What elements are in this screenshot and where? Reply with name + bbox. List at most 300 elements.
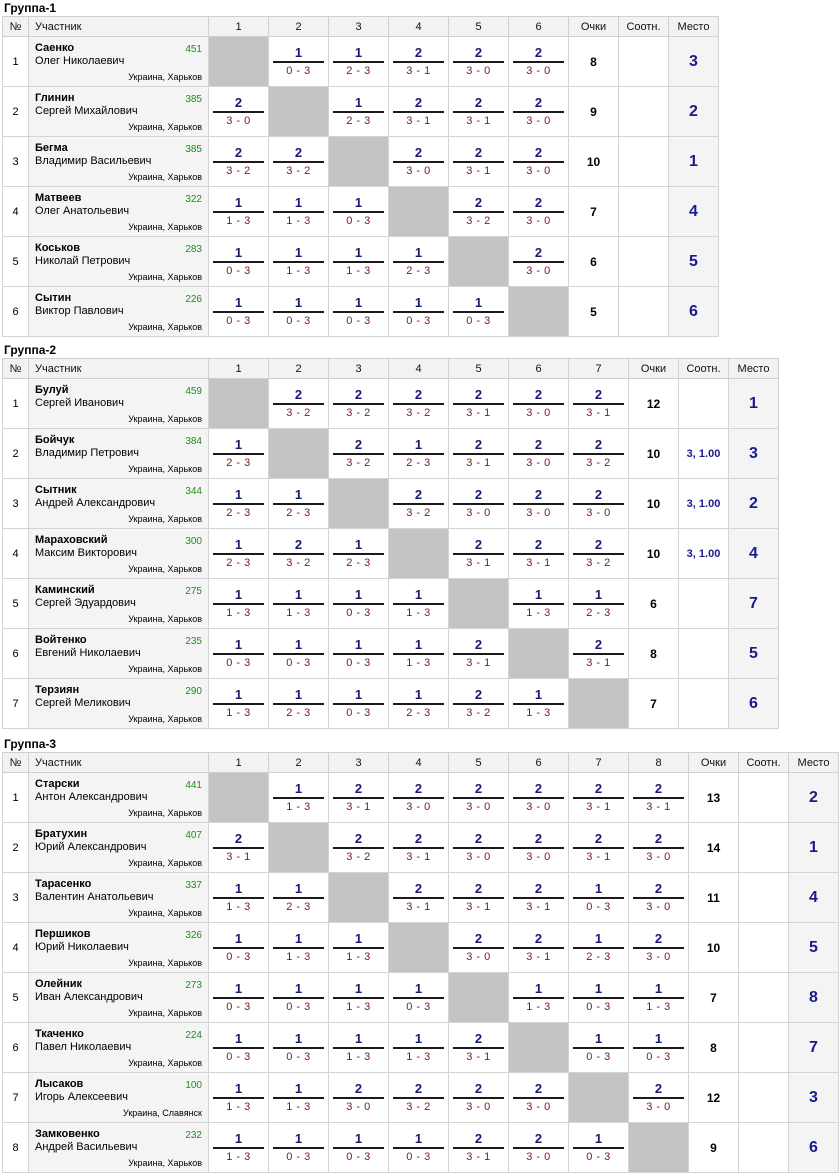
player-fullname: Сергей Иванович	[35, 397, 124, 409]
match-result-cell[interactable]	[209, 629, 269, 679]
match-result-cell[interactable]	[629, 823, 689, 873]
match-result-cell[interactable]	[509, 379, 569, 429]
match-result-cell[interactable]	[209, 679, 269, 729]
header-points[interactable]: Очки	[689, 753, 739, 773]
header-opponent-number[interactable]: 8	[629, 753, 689, 773]
header-no[interactable]: №	[3, 17, 29, 37]
player-cell[interactable]	[29, 973, 209, 1023]
score-divider	[213, 553, 264, 555]
match-result-cell[interactable]	[449, 873, 509, 923]
score-divider	[213, 997, 264, 999]
player-cell[interactable]	[29, 87, 209, 137]
match-points: 1	[234, 881, 243, 896]
match-score: 3 - 2	[286, 557, 311, 569]
match-result-cell[interactable]	[209, 1023, 269, 1073]
match-result-cell[interactable]	[389, 823, 449, 873]
match-result-cell[interactable]	[389, 873, 449, 923]
match-result-cell[interactable]	[329, 773, 389, 823]
match-result-cell[interactable]	[389, 773, 449, 823]
match-result-cell[interactable]	[389, 973, 449, 1023]
match-result-cell[interactable]	[569, 1023, 629, 1073]
match-points: 1	[414, 1031, 423, 1046]
match-result-cell[interactable]	[389, 87, 449, 137]
match-result-cell[interactable]	[329, 579, 389, 629]
score-divider	[573, 603, 624, 605]
match-result-cell[interactable]	[329, 629, 389, 679]
match-result-cell[interactable]	[329, 923, 389, 973]
match-points: 1	[414, 981, 423, 996]
match-score: 3 - 0	[526, 265, 551, 277]
match-result-cell[interactable]	[209, 87, 269, 137]
header-ratio[interactable]: Соотн.	[739, 753, 789, 773]
match-points: 1	[294, 245, 303, 260]
player-fullname: Сергей Меликович	[35, 697, 131, 709]
header-opponent-number[interactable]: 5	[449, 359, 509, 379]
header-place[interactable]: Место	[729, 359, 779, 379]
match-result-cell[interactable]	[569, 823, 629, 873]
match-result-cell[interactable]	[209, 137, 269, 187]
match-points: 2	[654, 781, 663, 796]
player-cell[interactable]	[29, 629, 209, 679]
match-result-cell[interactable]	[209, 287, 269, 337]
match-result-cell[interactable]	[449, 923, 509, 973]
header-no[interactable]: №	[3, 359, 29, 379]
score-divider	[333, 997, 384, 999]
match-score: 3 - 1	[466, 557, 491, 569]
match-result-cell[interactable]	[269, 287, 329, 337]
header-no[interactable]: №	[3, 753, 29, 773]
match-result-cell[interactable]	[389, 379, 449, 429]
match-score: 0 - 3	[286, 1001, 311, 1013]
match-result-cell[interactable]	[509, 679, 569, 729]
match-score: 0 - 3	[586, 1001, 611, 1013]
match-result-cell[interactable]	[209, 479, 269, 529]
match-result-cell[interactable]	[509, 973, 569, 1023]
match-score: 0 - 3	[346, 215, 371, 227]
match-result-cell[interactable]	[509, 137, 569, 187]
header-opponent-number[interactable]: 1	[209, 359, 269, 379]
header-points[interactable]: Очки	[629, 359, 679, 379]
match-points: 2	[294, 537, 303, 552]
match-result-cell[interactable]	[629, 973, 689, 1023]
match-points: 2	[534, 537, 543, 552]
match-result-cell[interactable]	[629, 773, 689, 823]
player-surname[interactable]: Глинин	[35, 92, 75, 104]
header-participant[interactable]: Участник	[29, 359, 209, 379]
score-divider	[453, 1047, 504, 1049]
match-result-cell[interactable]	[329, 187, 389, 237]
player-rating: 407	[185, 830, 202, 841]
match-result-cell[interactable]	[509, 237, 569, 287]
match-score: 3 - 2	[286, 407, 311, 419]
match-result-cell[interactable]	[329, 429, 389, 479]
player-ratio: 3, 1.00	[679, 429, 729, 479]
match-result-cell[interactable]	[389, 629, 449, 679]
score-divider	[393, 797, 444, 799]
match-result-cell[interactable]	[329, 529, 389, 579]
score-divider	[393, 403, 444, 405]
player-row	[3, 187, 719, 237]
match-result-cell[interactable]	[209, 973, 269, 1023]
player-surname[interactable]: Сытин	[35, 292, 72, 304]
match-points: 1	[234, 931, 243, 946]
match-result-cell[interactable]	[569, 579, 629, 629]
match-result-cell[interactable]	[209, 873, 269, 923]
player-surname[interactable]: Терзиян	[35, 684, 80, 696]
player-cell[interactable]	[29, 1023, 209, 1073]
header-opponent-number[interactable]: 5	[449, 17, 509, 37]
player-number: 2	[3, 87, 29, 137]
match-result-cell[interactable]	[209, 237, 269, 287]
header-opponent-number[interactable]: 3	[329, 753, 389, 773]
match-result-cell[interactable]	[269, 379, 329, 429]
player-place: 4	[789, 873, 839, 923]
match-result-cell[interactable]	[329, 379, 389, 429]
header-participant[interactable]: Участник	[29, 17, 209, 37]
match-score: 3 - 0	[466, 507, 491, 519]
match-score: 1 - 3	[286, 265, 311, 277]
match-score: 1 - 3	[526, 1001, 551, 1013]
match-result-cell[interactable]	[449, 137, 509, 187]
match-score: 3 - 0	[526, 801, 551, 813]
score-divider	[213, 161, 264, 163]
match-result-cell[interactable]	[209, 579, 269, 629]
score-divider	[513, 503, 564, 505]
match-score: 3 - 1	[406, 65, 431, 77]
match-result-cell[interactable]	[509, 1073, 569, 1123]
match-score: 3 - 0	[406, 801, 431, 813]
header-ratio[interactable]: Соотн.	[619, 17, 669, 37]
score-divider	[213, 503, 264, 505]
match-score: 3 - 2	[406, 507, 431, 519]
match-result-cell[interactable]	[449, 37, 509, 87]
match-result-cell[interactable]	[269, 923, 329, 973]
player-surname[interactable]: Войтенко	[35, 634, 87, 646]
match-result-cell[interactable]	[509, 773, 569, 823]
header-opponent-number[interactable]: 7	[569, 753, 629, 773]
header-points[interactable]: Очки	[569, 17, 619, 37]
match-result-cell[interactable]	[569, 379, 629, 429]
match-score: 3 - 1	[586, 407, 611, 419]
match-result-cell[interactable]	[449, 1123, 509, 1173]
match-result-cell[interactable]	[389, 1123, 449, 1173]
match-result-cell[interactable]	[629, 1073, 689, 1123]
player-surname[interactable]: Коськов	[35, 242, 81, 254]
header-opponent-number[interactable]: 3	[329, 359, 389, 379]
header-opponent-number[interactable]: 5	[449, 753, 509, 773]
match-points: 2	[414, 145, 423, 160]
player-surname[interactable]: Ткаченко	[35, 1028, 84, 1040]
match-result-cell[interactable]	[509, 579, 569, 629]
match-result-cell[interactable]	[269, 679, 329, 729]
player-surname[interactable]: Тарасенко	[35, 878, 92, 890]
score-divider	[213, 211, 264, 213]
player-surname[interactable]: Сытник	[35, 484, 77, 496]
match-points: 1	[354, 587, 363, 602]
match-points: 1	[414, 1131, 423, 1146]
match-result-cell[interactable]	[629, 923, 689, 973]
player-surname[interactable]: Олейник	[35, 978, 83, 990]
header-participant[interactable]: Участник	[29, 753, 209, 773]
header-opponent-number[interactable]: 6	[509, 753, 569, 773]
match-result-cell[interactable]	[269, 137, 329, 187]
match-result-cell[interactable]	[269, 773, 329, 823]
player-location: Украина, Харьков	[128, 514, 202, 524]
match-result-cell[interactable]	[449, 187, 509, 237]
score-divider	[513, 603, 564, 605]
match-result-cell[interactable]	[389, 37, 449, 87]
match-result-cell[interactable]	[449, 529, 509, 579]
match-result-cell[interactable]	[329, 87, 389, 137]
match-score: 0 - 3	[286, 65, 311, 77]
match-result-cell[interactable]	[209, 823, 269, 873]
match-result-cell[interactable]	[209, 529, 269, 579]
player-cell[interactable]	[29, 37, 209, 87]
match-result-cell[interactable]	[329, 1123, 389, 1173]
match-result-cell[interactable]	[389, 679, 449, 729]
match-result-cell[interactable]	[449, 1073, 509, 1123]
header-opponent-number[interactable]: 2	[269, 753, 329, 773]
match-result-cell[interactable]	[449, 379, 509, 429]
match-result-cell[interactable]	[389, 479, 449, 529]
match-result-cell[interactable]	[329, 237, 389, 287]
player-cell[interactable]	[29, 379, 209, 429]
match-points: 1	[414, 437, 423, 452]
player-cell[interactable]	[29, 923, 209, 973]
match-result-cell[interactable]	[569, 923, 629, 973]
match-points: 1	[354, 45, 363, 60]
match-result-cell[interactable]	[389, 579, 449, 629]
player-number: 7	[3, 1073, 29, 1123]
match-result-cell[interactable]	[389, 137, 449, 187]
player-cell[interactable]	[29, 679, 209, 729]
player-surname[interactable]: Бойчук	[35, 434, 75, 446]
match-result-cell[interactable]	[569, 873, 629, 923]
player-cell[interactable]	[29, 137, 209, 187]
match-points: 2	[354, 1081, 363, 1096]
match-result-cell[interactable]	[209, 1123, 269, 1173]
match-result-cell[interactable]	[509, 823, 569, 873]
match-result-cell[interactable]	[329, 823, 389, 873]
match-result-cell[interactable]	[509, 479, 569, 529]
match-score: 0 - 3	[646, 1051, 671, 1063]
player-cell[interactable]	[29, 579, 209, 629]
match-result-cell[interactable]	[509, 87, 569, 137]
match-result-cell[interactable]	[449, 773, 509, 823]
player-fullname: Андрей Васильевич	[35, 1141, 138, 1153]
match-result-cell[interactable]	[449, 479, 509, 529]
score-divider	[393, 1097, 444, 1099]
player-surname[interactable]: Матвеев	[35, 192, 82, 204]
match-result-cell[interactable]	[389, 237, 449, 287]
match-score: 3 - 2	[346, 851, 371, 863]
player-cell[interactable]	[29, 429, 209, 479]
player-place: 2	[789, 773, 839, 823]
match-result-cell[interactable]	[269, 1073, 329, 1123]
player-cell[interactable]	[29, 529, 209, 579]
player-cell[interactable]	[29, 479, 209, 529]
match-points: 2	[474, 145, 483, 160]
player-surname[interactable]: Булуй	[35, 384, 69, 396]
header-opponent-number[interactable]: 3	[329, 17, 389, 37]
player-fullname: Владимир Петрович	[35, 447, 139, 459]
player-number: 6	[3, 629, 29, 679]
match-result-cell[interactable]	[569, 773, 629, 823]
player-surname[interactable]: Бегма	[35, 142, 68, 154]
player-surname[interactable]: Каминский	[35, 584, 95, 596]
match-result-cell[interactable]	[329, 1023, 389, 1073]
header-opponent-number[interactable]: 4	[389, 17, 449, 37]
player-surname[interactable]: Замковенко	[35, 1128, 100, 1140]
match-result-cell[interactable]	[569, 629, 629, 679]
match-result-cell[interactable]	[209, 923, 269, 973]
match-result-cell[interactable]	[509, 429, 569, 479]
match-score: 3 - 0	[466, 1101, 491, 1113]
header-opponent-number[interactable]: 6	[509, 17, 569, 37]
player-cell[interactable]	[29, 1073, 209, 1123]
match-result-cell[interactable]	[269, 1123, 329, 1173]
player-surname[interactable]: Першиков	[35, 928, 91, 940]
match-result-cell[interactable]	[569, 429, 629, 479]
header-opponent-number[interactable]: 6	[509, 359, 569, 379]
match-points: 2	[534, 831, 543, 846]
player-points: 12	[689, 1073, 739, 1123]
score-divider	[273, 553, 324, 555]
match-result-cell[interactable]	[269, 37, 329, 87]
player-points: 5	[569, 287, 619, 337]
match-result-cell[interactable]	[269, 629, 329, 679]
header-opponent-number[interactable]: 1	[209, 17, 269, 37]
player-rating: 385	[185, 144, 202, 155]
match-points: 1	[414, 295, 423, 310]
match-result-cell[interactable]	[209, 187, 269, 237]
match-result-cell[interactable]	[209, 1073, 269, 1123]
player-surname[interactable]: Лысаков	[35, 1078, 84, 1090]
player-location: Украина, Харьков	[128, 858, 202, 868]
match-result-cell[interactable]	[449, 287, 509, 337]
match-result-cell[interactable]	[269, 187, 329, 237]
header-opponent-number[interactable]: 2	[269, 359, 329, 379]
match-result-cell[interactable]	[509, 873, 569, 923]
match-result-cell[interactable]	[629, 1023, 689, 1073]
header-ratio[interactable]: Соотн.	[679, 359, 729, 379]
score-divider	[273, 1147, 324, 1149]
match-points: 2	[414, 1081, 423, 1096]
match-score: 3 - 0	[526, 851, 551, 863]
player-cell[interactable]	[29, 187, 209, 237]
match-result-cell[interactable]	[389, 287, 449, 337]
match-result-cell[interactable]	[509, 529, 569, 579]
match-result-cell[interactable]	[569, 973, 629, 1023]
player-location: Украина, Харьков	[128, 72, 202, 82]
player-points: 8	[629, 629, 679, 679]
match-result-cell[interactable]	[509, 187, 569, 237]
match-result-cell[interactable]	[329, 287, 389, 337]
player-surname[interactable]: Братухин	[35, 828, 88, 840]
match-result-cell[interactable]	[389, 1023, 449, 1073]
match-result-cell[interactable]	[329, 1073, 389, 1123]
match-score: 3 - 0	[646, 1101, 671, 1113]
score-divider	[333, 403, 384, 405]
match-result-cell[interactable]	[389, 1073, 449, 1123]
header-opponent-number[interactable]: 4	[389, 359, 449, 379]
match-result-cell[interactable]	[389, 429, 449, 479]
match-points: 2	[474, 487, 483, 502]
match-result-cell[interactable]	[269, 529, 329, 579]
player-cell[interactable]	[29, 287, 209, 337]
match-result-cell[interactable]	[449, 679, 509, 729]
player-location: Украина, Харьков	[128, 122, 202, 132]
header-opponent-number[interactable]: 4	[389, 753, 449, 773]
match-result-cell[interactable]	[629, 873, 689, 923]
match-result-cell[interactable]	[449, 1023, 509, 1073]
match-points: 2	[534, 387, 543, 402]
match-score: 0 - 3	[286, 1051, 311, 1063]
player-surname[interactable]: Мараховский	[35, 534, 108, 546]
match-result-cell[interactable]	[329, 37, 389, 87]
match-result-cell[interactable]	[449, 823, 509, 873]
match-result-cell[interactable]	[509, 37, 569, 87]
player-surname[interactable]: Саенко	[35, 42, 75, 54]
match-points: 1	[354, 687, 363, 702]
match-result-cell[interactable]	[269, 237, 329, 287]
player-place: 3	[789, 1073, 839, 1123]
player-ratio	[739, 873, 789, 923]
self-match-cell	[569, 1073, 629, 1123]
player-ratio	[739, 1123, 789, 1173]
player-place: 6	[729, 679, 779, 729]
match-points: 1	[594, 1031, 603, 1046]
match-score: 1 - 3	[346, 265, 371, 277]
match-result-cell[interactable]	[509, 923, 569, 973]
match-result-cell[interactable]	[569, 1123, 629, 1173]
match-result-cell[interactable]	[269, 579, 329, 629]
match-result-cell[interactable]	[449, 629, 509, 679]
match-result-cell[interactable]	[569, 529, 629, 579]
match-result-cell[interactable]	[449, 87, 509, 137]
player-cell[interactable]	[29, 823, 209, 873]
match-result-cell[interactable]	[329, 973, 389, 1023]
player-place: 5	[669, 237, 719, 287]
match-score: 0 - 3	[286, 1151, 311, 1163]
match-points: 1	[354, 637, 363, 652]
match-result-cell[interactable]	[269, 1023, 329, 1073]
header-opponent-number[interactable]: 1	[209, 753, 269, 773]
match-result-cell[interactable]	[509, 1123, 569, 1173]
match-result-cell[interactable]	[209, 429, 269, 479]
match-result-cell[interactable]	[269, 873, 329, 923]
player-cell[interactable]	[29, 773, 209, 823]
match-result-cell[interactable]	[449, 429, 509, 479]
player-cell[interactable]	[29, 237, 209, 287]
player-location: Украина, Харьков	[128, 172, 202, 182]
player-surname[interactable]: Старски	[35, 778, 80, 790]
player-points: 7	[569, 187, 619, 237]
match-result-cell[interactable]	[269, 973, 329, 1023]
player-cell[interactable]	[29, 1123, 209, 1173]
score-divider	[213, 261, 264, 263]
header-opponent-number[interactable]: 7	[569, 359, 629, 379]
match-result-cell[interactable]	[269, 479, 329, 529]
score-divider	[273, 161, 324, 163]
header-opponent-number[interactable]: 2	[269, 17, 329, 37]
header-place[interactable]: Место	[789, 753, 839, 773]
match-points: 2	[474, 537, 483, 552]
match-result-cell[interactable]	[569, 479, 629, 529]
header-place[interactable]: Место	[669, 17, 719, 37]
player-cell[interactable]	[29, 873, 209, 923]
match-result-cell[interactable]	[329, 679, 389, 729]
